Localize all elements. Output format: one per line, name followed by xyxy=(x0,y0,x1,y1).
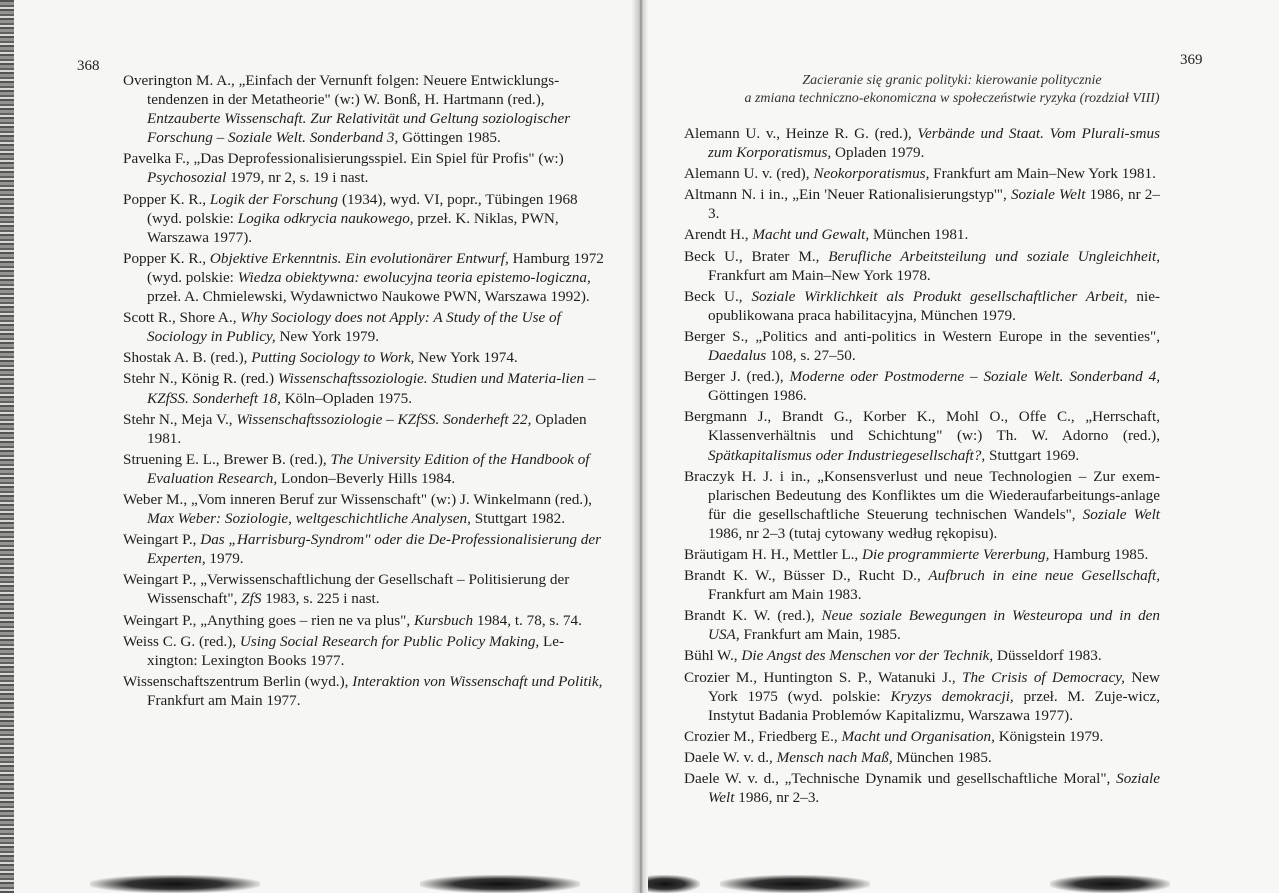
reference-entry xyxy=(684,646,1160,665)
reference-title: The University Edition of the Handbook of Evaluation Research, xyxy=(147,450,590,487)
reference-title: Logik der Forschung xyxy=(209,190,339,208)
reference-text: Düsseldorf 1983. xyxy=(993,647,1102,665)
reference-entry xyxy=(123,570,605,608)
reference-text: Köln–Opladen 1975. xyxy=(280,389,413,407)
reference-text: Scott R., Shore A., xyxy=(123,309,241,327)
reference-text: 1979, nr 2, s. 19 i nast. xyxy=(226,169,369,187)
reference-entry xyxy=(684,247,1160,285)
reference-entry xyxy=(684,769,1160,807)
scan-smudge xyxy=(1050,875,1170,893)
reference-text: Brandt K. W., Büsser D., Rucht D., xyxy=(684,567,929,585)
scan-smudge xyxy=(90,875,260,893)
reference-text: Berger S., „Politics and anti-politics in Western Europe in the seventies", xyxy=(684,327,1160,345)
reference-text: Opladen 1979. xyxy=(831,144,925,162)
scan-smudge xyxy=(720,875,870,893)
reference-text: Brandt K. W. (red.), xyxy=(684,607,822,625)
reference-text: Stuttgart 1982. xyxy=(470,510,565,528)
reference-entry xyxy=(684,727,1160,746)
reference-text: przeł. M. Zuje-wicz, Instytut Badania Problemów Kapitalizmu, Warszawa 1977). xyxy=(708,687,1160,724)
reference-text: Göttingen 1985. xyxy=(398,129,501,147)
reference-title: Mensch nach Maß, xyxy=(776,748,893,766)
book-gutter xyxy=(632,0,648,893)
reference-entry xyxy=(123,611,605,630)
reference-title: Berufliche Arbeitsteilung und soziale Ungleichheit, xyxy=(828,247,1160,265)
reference-text: New York 1975 (wyd. polskie: xyxy=(708,668,1160,705)
reference-entry xyxy=(684,327,1160,365)
reference-text: Alemann U. v., Heinze R. G. (red.), xyxy=(684,125,918,142)
reference-text: Weingart P., „Anything goes – rien ne va plus", xyxy=(123,611,414,629)
reference-text: Hamburg 1972 (wyd. polskie: xyxy=(147,249,604,286)
reference-text: Weiss C. G. (red.), xyxy=(123,632,240,650)
reference-entry xyxy=(684,287,1160,325)
reference-text: Le-xington: Lexington Books 1977. xyxy=(147,632,565,669)
reference-text: New York 1974. xyxy=(414,349,518,367)
reference-text: 108, s. 27–50. xyxy=(766,347,856,365)
reference-title: Interaktion von Wissenschaft und Politik, xyxy=(352,672,603,690)
reference-list-right xyxy=(684,124,1160,809)
reference-text: Stehr N., König R. (red.) xyxy=(123,370,278,388)
right-page xyxy=(640,0,1279,893)
reference-text: Beck U., Brater M., xyxy=(684,247,829,265)
reference-title: Soziale Welt xyxy=(1082,505,1161,523)
reference-entry xyxy=(123,450,605,488)
reference-title: Putting Sociology to Work, xyxy=(251,349,415,367)
reference-entry xyxy=(684,185,1160,223)
reference-text: Arendt H., xyxy=(684,226,753,244)
reference-title: Soziale Welt xyxy=(708,770,1160,807)
reference-entry xyxy=(684,407,1160,464)
reference-title: Wiedza obiektywna: ewolucyjna teoria epistemo-logiczna, xyxy=(237,268,591,286)
reference-list-left xyxy=(123,71,605,712)
reference-text: przeł. K. Niklas, PWN, Warszawa 1977). xyxy=(147,209,559,246)
reference-text: Bühl W., xyxy=(684,647,742,665)
reference-text: Frankfurt am Main–New York 1981. xyxy=(929,165,1156,183)
reference-text: New York 1979. xyxy=(275,328,380,346)
reference-entry xyxy=(684,748,1160,767)
reference-text: Overington M. A., „Einfach der Vernunft folgen: Neuere Entwicklungs-tendenzen in der Metatheorie" (w:) W. Bonß, H. Hartmann (red.), xyxy=(123,72,560,109)
reference-entry xyxy=(123,490,605,528)
reference-title: Das „Harrisburg-Syndrom" oder die De-Professionalisierung der Experten, xyxy=(147,531,602,568)
reference-title: Max Weber: Soziologie, weltgeschichtliche Analysen, xyxy=(147,510,471,528)
reference-text: Popper K. R., xyxy=(123,249,210,267)
reference-text: Berger J. (red.), xyxy=(684,368,790,386)
reference-text: Crozier M., Friedberg E., xyxy=(684,727,842,745)
reference-text: München 1981. xyxy=(869,226,969,244)
reference-title: Why Sociology does not Apply: A Study of the Use of Sociology in Publicy, xyxy=(147,309,561,346)
reference-title: Psychosozial xyxy=(147,169,227,187)
reference-title: Verbände und Staat. Vom Plurali-smus zum Korporatismus, xyxy=(708,125,1160,162)
reference-entry xyxy=(684,467,1160,543)
reference-entry xyxy=(123,71,605,147)
reference-entry xyxy=(123,348,605,367)
reference-title: Entzauberte Wissenschaft. Zur Relativität und Geltung soziologischer Forschung – Soziale Welt. Sonderband 3, xyxy=(147,110,571,147)
reference-text: Frankfurt am Main, 1985. xyxy=(739,626,901,644)
reference-text: Weber M., „Vom inneren Beruf zur Wissenschaft" (w:) J. Winkelmann (red.), xyxy=(123,490,592,508)
scan-smudge xyxy=(640,875,700,893)
reference-title: Die programmierte Vererbung, xyxy=(862,545,1050,563)
running-heading-line-2: a zmiana techniczno-ekonomiczna w społeczeństwie ryzyka (rozdział VIII) xyxy=(744,91,1160,106)
reference-title: Using Social Research for Public Policy Making, xyxy=(239,632,540,650)
reference-text: München 1985. xyxy=(892,748,992,766)
reference-text: Daele W. v. d., xyxy=(684,748,777,766)
reference-text: 1986, nr 2–3 (tutaj cytowany według rękopisu). xyxy=(708,524,998,542)
reference-entry xyxy=(684,566,1160,604)
reference-title: ZfS xyxy=(241,590,262,608)
reference-title: Daedalus xyxy=(708,347,767,365)
reference-title: Soziale Wirklichkeit als Produkt gesellschaftlicher Arbeit, xyxy=(751,287,1128,305)
reference-title: Moderne oder Postmoderne – Soziale Welt. Sonderband 4, xyxy=(789,368,1161,386)
reference-entry xyxy=(684,164,1160,183)
reference-entry xyxy=(123,410,605,448)
reference-text: 1979. xyxy=(205,550,244,568)
reference-title: Kryzys demokracji, xyxy=(890,687,1014,705)
reference-text: Frankfurt am Main–New York 1978. xyxy=(708,266,931,284)
reference-text: Popper K. R., xyxy=(123,190,210,208)
reference-entry xyxy=(123,308,605,346)
reference-text: Weingart P., xyxy=(123,531,201,549)
reference-text: Göttingen 1986. xyxy=(708,387,807,405)
reference-text: Stuttgart 1969. xyxy=(985,446,1080,464)
reference-text: Königstein 1979. xyxy=(994,727,1104,745)
reference-entry xyxy=(684,124,1160,162)
reference-title: Macht und Organisation, xyxy=(841,727,995,745)
running-heading xyxy=(684,72,1220,108)
reference-text: 1986, nr 2–3. xyxy=(734,789,820,807)
reference-entry xyxy=(684,367,1160,405)
reference-text: Beck U., xyxy=(684,287,752,305)
reference-title: Macht und Gewalt, xyxy=(752,226,870,244)
reference-entry xyxy=(684,668,1160,725)
reference-entry xyxy=(123,530,605,568)
reference-text: 1983, s. 225 i nast. xyxy=(261,590,380,608)
reference-entry xyxy=(123,249,605,306)
reference-text: Opladen 1981. xyxy=(147,410,587,447)
reference-title: Aufbruch in eine neue Gesellschaft, xyxy=(928,567,1160,585)
reference-title: The Crisis of Democracy, xyxy=(962,668,1125,686)
reference-text: Altmann N. i in., „Ein 'Neuer Rationalisierungstyp'", xyxy=(684,186,1011,204)
reference-entry xyxy=(123,632,605,670)
reference-text: Pavelka F., „Das Deprofessionalisierungsspiel. Ein Spiel für Profis" (w:) xyxy=(123,150,564,168)
reference-entry xyxy=(684,606,1160,644)
scan-edge-left xyxy=(0,0,14,893)
page-number-left: 368 xyxy=(77,58,100,74)
reference-entry xyxy=(123,672,605,710)
reference-text: Bräutigam H. H., Mettler L., xyxy=(684,545,862,563)
reference-text: Alemann U. v. (red), xyxy=(684,165,814,183)
running-heading-line-1: Zacieranie się granic polityki: kierowanie politycznie xyxy=(802,73,1102,88)
reference-text: 1986, nr 2–3. xyxy=(708,186,1160,223)
reference-text: Braczyk H. J. i in., „Konsensverlust und neue Technologien – Zur exem-plarischen Bedeutung des Konfliktes um die Wiederaufarbeitungs-anlage für die gesellschaftliche Steuerung technischen Wandels", xyxy=(684,467,1160,523)
scan-smudge xyxy=(420,875,580,893)
reference-text: 1984, t. 78, s. 74. xyxy=(473,611,582,629)
reference-entry xyxy=(123,369,605,407)
reference-title: Logika odkrycia naukowego, xyxy=(237,209,414,227)
reference-text: Weingart P., „Verwissenschaftlichung der Gesellschaft – Politisierung der Wissenschaft", xyxy=(123,571,570,608)
reference-entry xyxy=(684,545,1160,564)
reference-text: Stehr N., Meja V., xyxy=(123,410,237,428)
reference-entry xyxy=(123,149,605,187)
reference-title: Objektive Erkenntnis. Ein evolutionärer Entwurf, xyxy=(209,249,509,267)
reference-text: Hamburg 1985. xyxy=(1049,545,1149,563)
reference-title: Wissenschaftssoziologie – KZfSS. Sonderheft 22, xyxy=(236,410,532,428)
reference-title: Die Angst des Menschen vor der Technik, xyxy=(741,647,994,665)
reference-text: London–Beverly Hills 1984. xyxy=(277,469,456,487)
reference-entry xyxy=(684,225,1160,244)
reference-entry xyxy=(123,190,605,247)
reference-title: Wissenschaftssoziologie. Studien und Materia-lien – KZfSS. Sonderheft 18, xyxy=(147,370,596,407)
reference-title: Soziale Welt xyxy=(1010,186,1086,204)
reference-text: przeł. A. Chmielewski, Wydawnictwo Naukowe PWN, Warszawa 1992). xyxy=(147,288,590,306)
reference-text: Frankfurt am Main 1983. xyxy=(708,586,862,604)
page-number-right: 369 xyxy=(1180,52,1203,68)
reference-text: Wissenschaftszentrum Berlin (wyd.), xyxy=(123,672,353,690)
reference-text: nie-opublikowana praca habilitacyjna, München 1979. xyxy=(708,287,1160,324)
reference-text: Shostak A. B. (red.), xyxy=(123,349,252,367)
reference-title: Kursbuch xyxy=(413,611,474,629)
reference-text: Bergmann J., Brandt G., Korber K., Mohl O., Offe C., „Herrschaft, Klassenverhältnis und Schichtung" (w:) Th. W. Adorno (red.), xyxy=(684,408,1160,445)
reference-text: Struening E. L., Brewer B. (red.), xyxy=(123,450,331,468)
reference-text: Crozier M., Huntington S. P., Watanuki J., xyxy=(684,668,963,686)
reference-text: (1934), wyd. VI, popr., Tübingen 1968 (wyd. polskie: xyxy=(147,190,578,227)
reference-text: Daele W. v. d., „Technische Dynamik und gesellschaftliche Moral", xyxy=(684,770,1117,787)
reference-text: Frankfurt am Main 1977. xyxy=(147,691,301,709)
reference-title: Neokorporatismus, xyxy=(813,165,930,183)
reference-title: Spätkapitalismus oder Industriegesellschaft?, xyxy=(708,446,986,464)
reference-title: Neue soziale Bewegungen in Westeuropa und in den USA, xyxy=(708,607,1160,644)
